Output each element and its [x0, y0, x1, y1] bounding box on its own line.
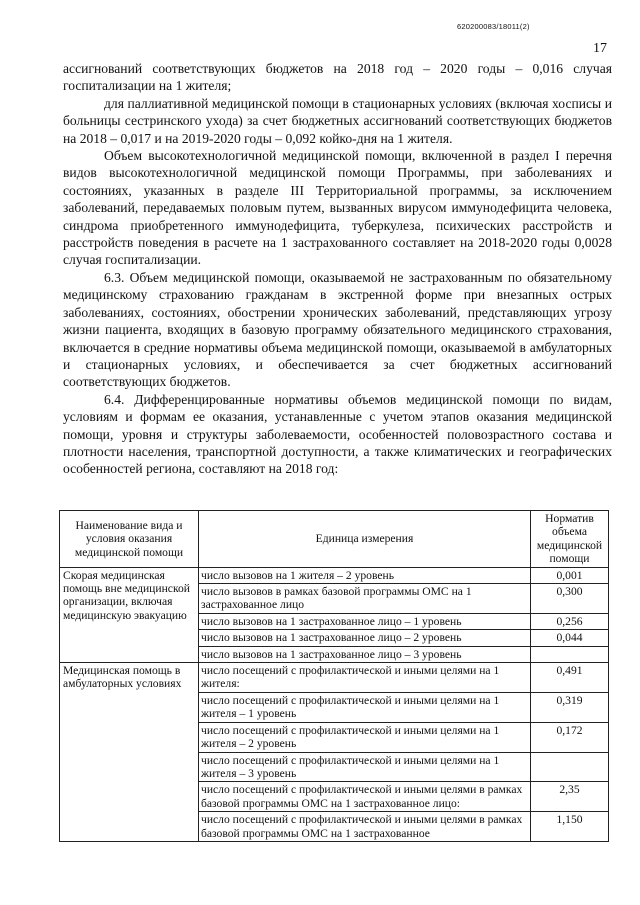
- table-row: [60, 663, 609, 693]
- unit-cell: число посещений с профилактической и иными целями на 1 жителя:: [199, 663, 531, 693]
- unit-cell: число посещений с профилактической и иными целями на 1 жителя – 2 уровень: [199, 722, 531, 752]
- norm-value-cell: 1,150: [531, 812, 609, 842]
- unit-cell: число посещений с профилактической и иными целями на 1 жителя – 3 уровень: [199, 752, 531, 782]
- unit-cell: число посещений с профилактической и иными целями на 1 жителя – 1 уровень: [199, 692, 531, 722]
- unit-cell: число вызовов в рамках базовой программы ОМС на 1 застрахованное лицо: [199, 584, 531, 614]
- column-header-unit: Единица измерения: [199, 511, 531, 568]
- unit-cell: число вызовов на 1 застрахованное лицо – 3 уровень: [199, 646, 531, 662]
- column-header-norm: Норматив объема медицинской помощи: [531, 511, 609, 568]
- column-header-type: Наименование вида и условия оказания медицинской помощи: [60, 511, 199, 568]
- paragraph: для паллиативной медицинской помощи в стационарных условиях (включая хосписы и больницы сестринского ухода) за счет бюджетных ассигнований соответствующих бюджетов на 2018 – 0,017 и на 2019-2020 годы – 0,092 койко-дня на 1 жителя.: [63, 95, 612, 146]
- table-row: [60, 567, 609, 583]
- unit-cell: число посещений с профилактической и иными целями в рамках базовой программы ОМС на 1 застрахованное лицо:: [199, 782, 531, 812]
- document-body: [63, 60, 612, 478]
- norm-value-cell: 0,172: [531, 722, 609, 752]
- paragraph: ассигнований соответствующих бюджетов на 2018 год – 2020 годы – 0,016 случая госпитализации на 1 жителя;: [63, 61, 612, 94]
- norm-value-cell: 0,001: [531, 567, 609, 583]
- unit-cell: число вызовов на 1 застрахованное лицо – 2 уровень: [199, 630, 531, 646]
- page-number: 17: [593, 41, 607, 56]
- document-id: 620200083/18011(2): [457, 22, 530, 31]
- table-header-row: [60, 511, 609, 568]
- norm-value-cell: 2,35: [531, 782, 609, 812]
- norm-value-cell: [531, 646, 609, 662]
- unit-cell: число вызовов на 1 застрахованное лицо – 1 уровень: [199, 613, 531, 629]
- norm-value-cell: 0,300: [531, 584, 609, 614]
- norm-value-cell: [531, 752, 609, 782]
- norms-table: [59, 510, 609, 842]
- unit-cell: число посещений с профилактической и иными целями в рамках базовой программы ОМС на 1 застрахованное: [199, 812, 531, 842]
- unit-cell: число вызовов на 1 жителя – 2 уровень: [199, 567, 531, 583]
- paragraph: Объем высокотехнологичной медицинской помощи, включенной в раздел I перечня видов высокотехнологичной медицинской помощи Программы, при заболеваниях и состояниях, указанных в разделе III Территориальной программы, за исключением заболеваний, передаваемых половым путем, вызванных вирусом иммунодефицита человека, синдрома приобретенного иммунодефицита, туберкулеза, психических расстройств и расстройств поведения в расчете на 1 застрахованного составляет на 2018-2020 годы 0,0028 случая госпитализации.: [63, 148, 612, 268]
- care-type-cell: Скорая медицинская помощь вне медицинской организации, включая медицинскую эвакуацию: [60, 567, 199, 662]
- paragraph: 6.3. Объем медицинской помощи, оказываемой не застрахованным по обязательному медицинскому страхованию гражданам в экстренной форме при внезапных острых заболеваниях, состояниях, обострении хронических заболеваний, представляющих угрозу жизни пациента, входящих в базовую программу обязательного медицинского страхования, включается в средние нормативы объема медицинской помощи, оказываемой в амбулаторных и стационарных условиях, и обеспечивается за счет бюджетных ассигнований соответствующих бюджетов.: [63, 269, 612, 390]
- norm-value-cell: 0,044: [531, 630, 609, 646]
- norm-value-cell: 0,319: [531, 692, 609, 722]
- norm-value-cell: 0,256: [531, 613, 609, 629]
- care-type-cell: Медицинская помощь в амбулаторных условиях: [60, 663, 199, 842]
- norm-value-cell: 0,491: [531, 663, 609, 693]
- paragraph: 6.4. Дифференцированные нормативы объемов медицинской помощи по видам, условиям и формам ее оказания, устанавленные с учетом этапов оказания медицинской помощи, уровня и структуры заболеваемости, особенностей половозрастного состава и плотности населения, транспортной доступности, а также климатических и географических особенностей региона, составляют на 2018 год:: [63, 391, 612, 477]
